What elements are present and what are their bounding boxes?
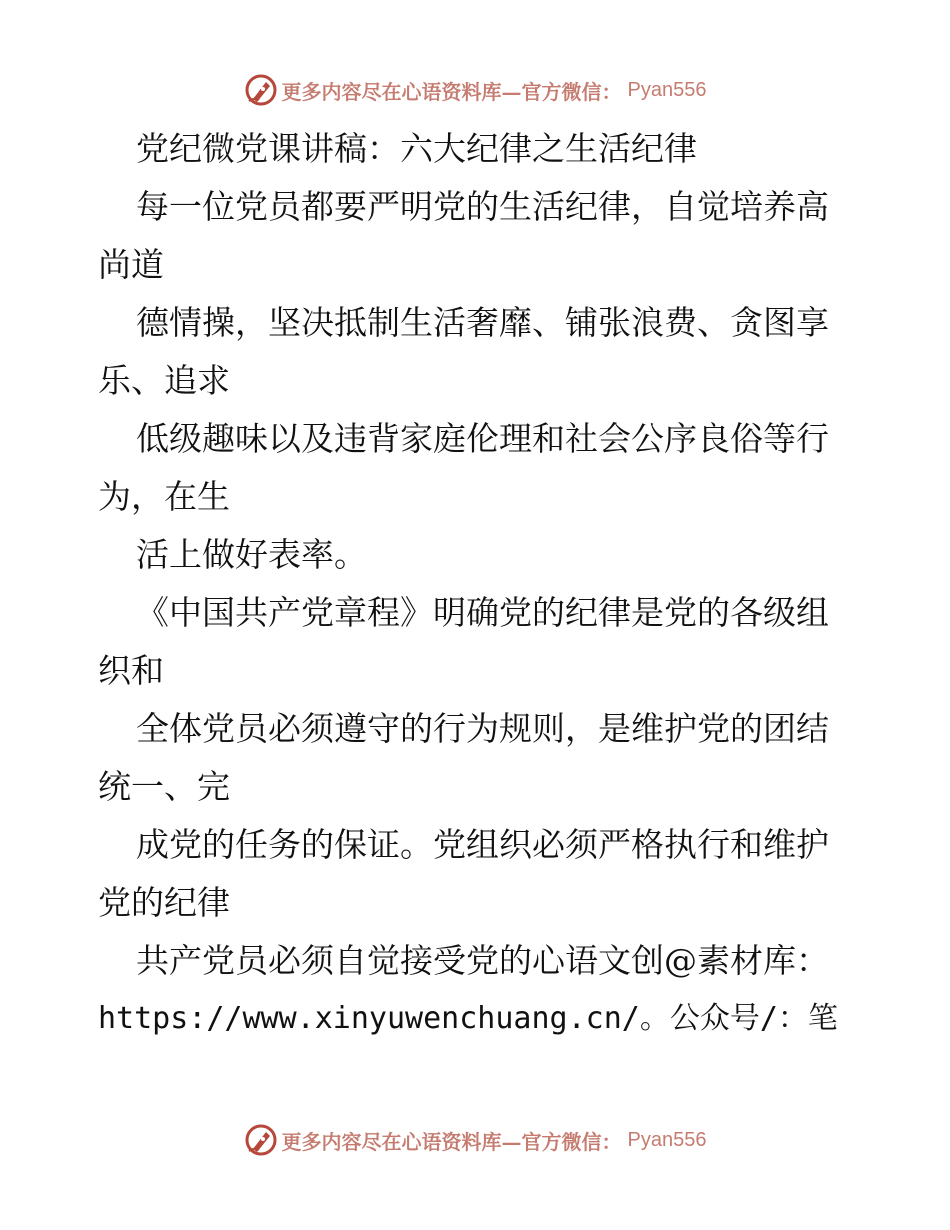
paragraph-line: 为，在生 xyxy=(98,477,230,516)
footer-banner xyxy=(0,1120,950,1160)
banner-text: 更多内容尽在心语资料库—官方微信： xyxy=(281,79,622,104)
banner-text: 更多内容尽在心语资料库—官方微信： xyxy=(281,1129,622,1154)
paragraph-line: 活上做好表率。 xyxy=(136,535,367,574)
paragraph-line: 共产党员必须自觉接受党的心语文创@素材库： xyxy=(136,941,829,980)
document-body xyxy=(98,120,858,1048)
paragraph-line: 成党的任务的保证。党组织必须严格执行和维护 xyxy=(136,825,829,864)
paragraph-line: 乐、追求 xyxy=(98,361,230,400)
document-title: 党纪微党课讲稿：六大纪律之生活纪律 xyxy=(136,129,697,168)
pen-nib-logo-icon xyxy=(244,73,278,107)
paragraph-line: 德情操，坚决抵制生活奢靡、铺张浪费、贪图享 xyxy=(136,303,829,342)
url-line: https://www.xinyuwenchuang.cn/。公众号/：笔 xyxy=(98,1001,838,1036)
pen-nib-logo-icon xyxy=(244,1123,278,1157)
paragraph-line: 织和 xyxy=(98,651,164,690)
paragraph-line: 每一位党员都要严明党的生活纪律，自觉培养高 xyxy=(136,187,829,226)
wechat-id: Pyan556 xyxy=(627,1128,707,1151)
header-banner xyxy=(0,70,950,110)
wechat-id: Pyan556 xyxy=(627,78,707,101)
paragraph-line: 尚道 xyxy=(98,245,164,284)
paragraph-line: 《中国共产党章程》明确党的纪律是党的各级组 xyxy=(136,593,829,632)
paragraph-line: 党的纪律 xyxy=(98,883,230,922)
paragraph-line: 统一、完 xyxy=(98,767,230,806)
paragraph-line: 全体党员必须遵守的行为规则，是维护党的团结 xyxy=(136,709,829,748)
paragraph-line: 低级趣味以及违背家庭伦理和社会公序良俗等行 xyxy=(136,419,829,458)
